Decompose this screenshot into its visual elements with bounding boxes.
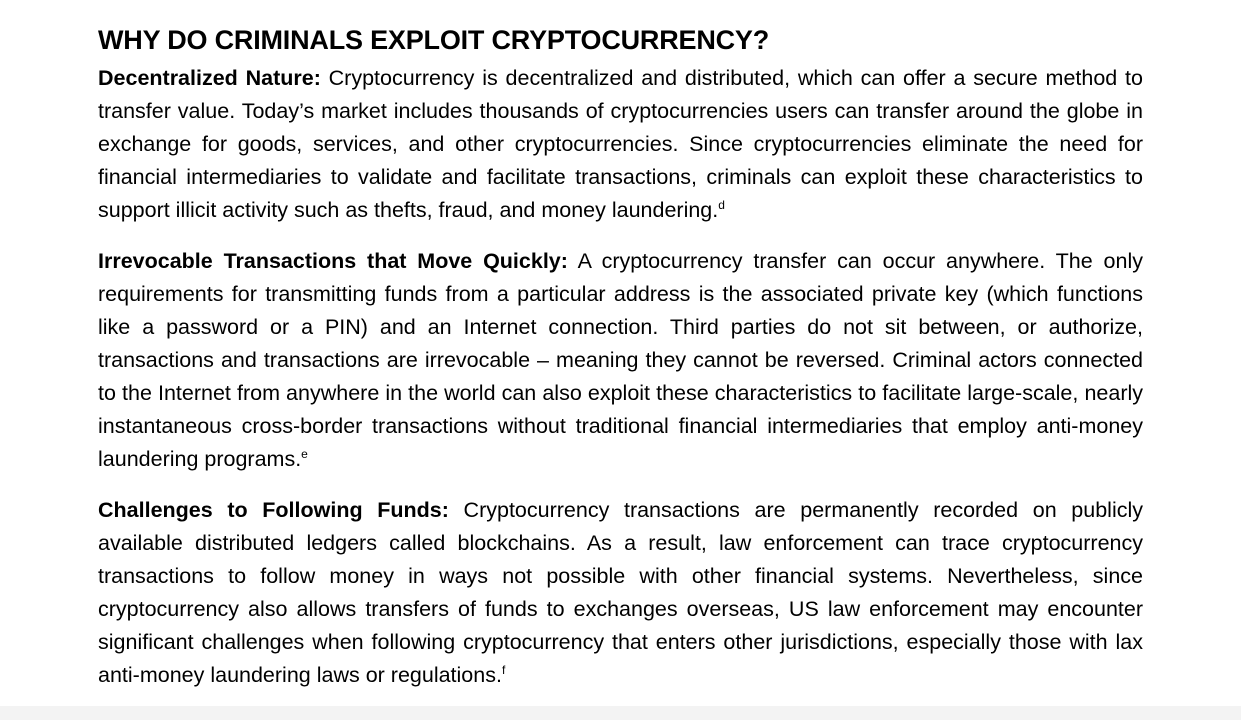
footnote-marker: e [301, 446, 308, 461]
section-body: Cryptocurrency transactions are permanently recorded on publicly available distributed ledgers called blockchains. As a result, law enforcement can trace cryptocurrency transactions to follow money in ways not possible with other financial systems. Nevertheless, since cryptocurrency also allows transfers of funds to exchanges overseas, US law enforcement may encounter significant challenges when following cryptocurrency that enters other jurisdictions, especially those with lax anti-money laundering laws or regulations. [98, 498, 1143, 687]
section-lead: Challenges to Following Funds: [98, 498, 449, 522]
section-lead: Decentralized Nature: [98, 66, 321, 90]
section-decentralized-nature [98, 62, 1143, 227]
footnote-marker: f [501, 662, 506, 677]
section-body: A cryptocurrency transfer can occur anywhere. The only requirements for transmitting funds from a particular address is the associated private key (which functions like a password or a PIN) and an Internet connection. Third parties do not sit between, or authorize, transactions and transactions are irrevocable – meaning they cannot be reversed. Criminal actors connected to the Internet from anywhere in the world can also exploit these characteristics to facilitate large-scale, nearly instantaneous cross-border transactions without traditional financial intermediaries that employ anti-money laundering programs. [98, 249, 1143, 471]
section-body: Cryptocurrency is decentralized and distributed, which can offer a secure method to transfer value. Today’s market includes thousands of cryptocurrencies users can transfer around the globe in exchange for goods, services, and other cryptocurrencies. Since cryptocurrencies eliminate the need for financial intermediaries to validate and facilitate transactions, criminals can exploit these characteristics to support illicit activity such as thefts, fraud, and money laundering. [98, 66, 1143, 222]
page-heading: WHY DO CRIMINALS EXPLOIT CRYPTOCURRENCY? [98, 25, 770, 55]
section-lead: Irrevocable Transactions that Move Quickly: [98, 249, 568, 273]
section-following-funds [98, 494, 1143, 692]
section-irrevocable-transactions [98, 245, 1143, 476]
footnote-marker: d [718, 197, 725, 212]
document-page [98, 22, 1143, 710]
page-bottom-edge [0, 706, 1241, 720]
